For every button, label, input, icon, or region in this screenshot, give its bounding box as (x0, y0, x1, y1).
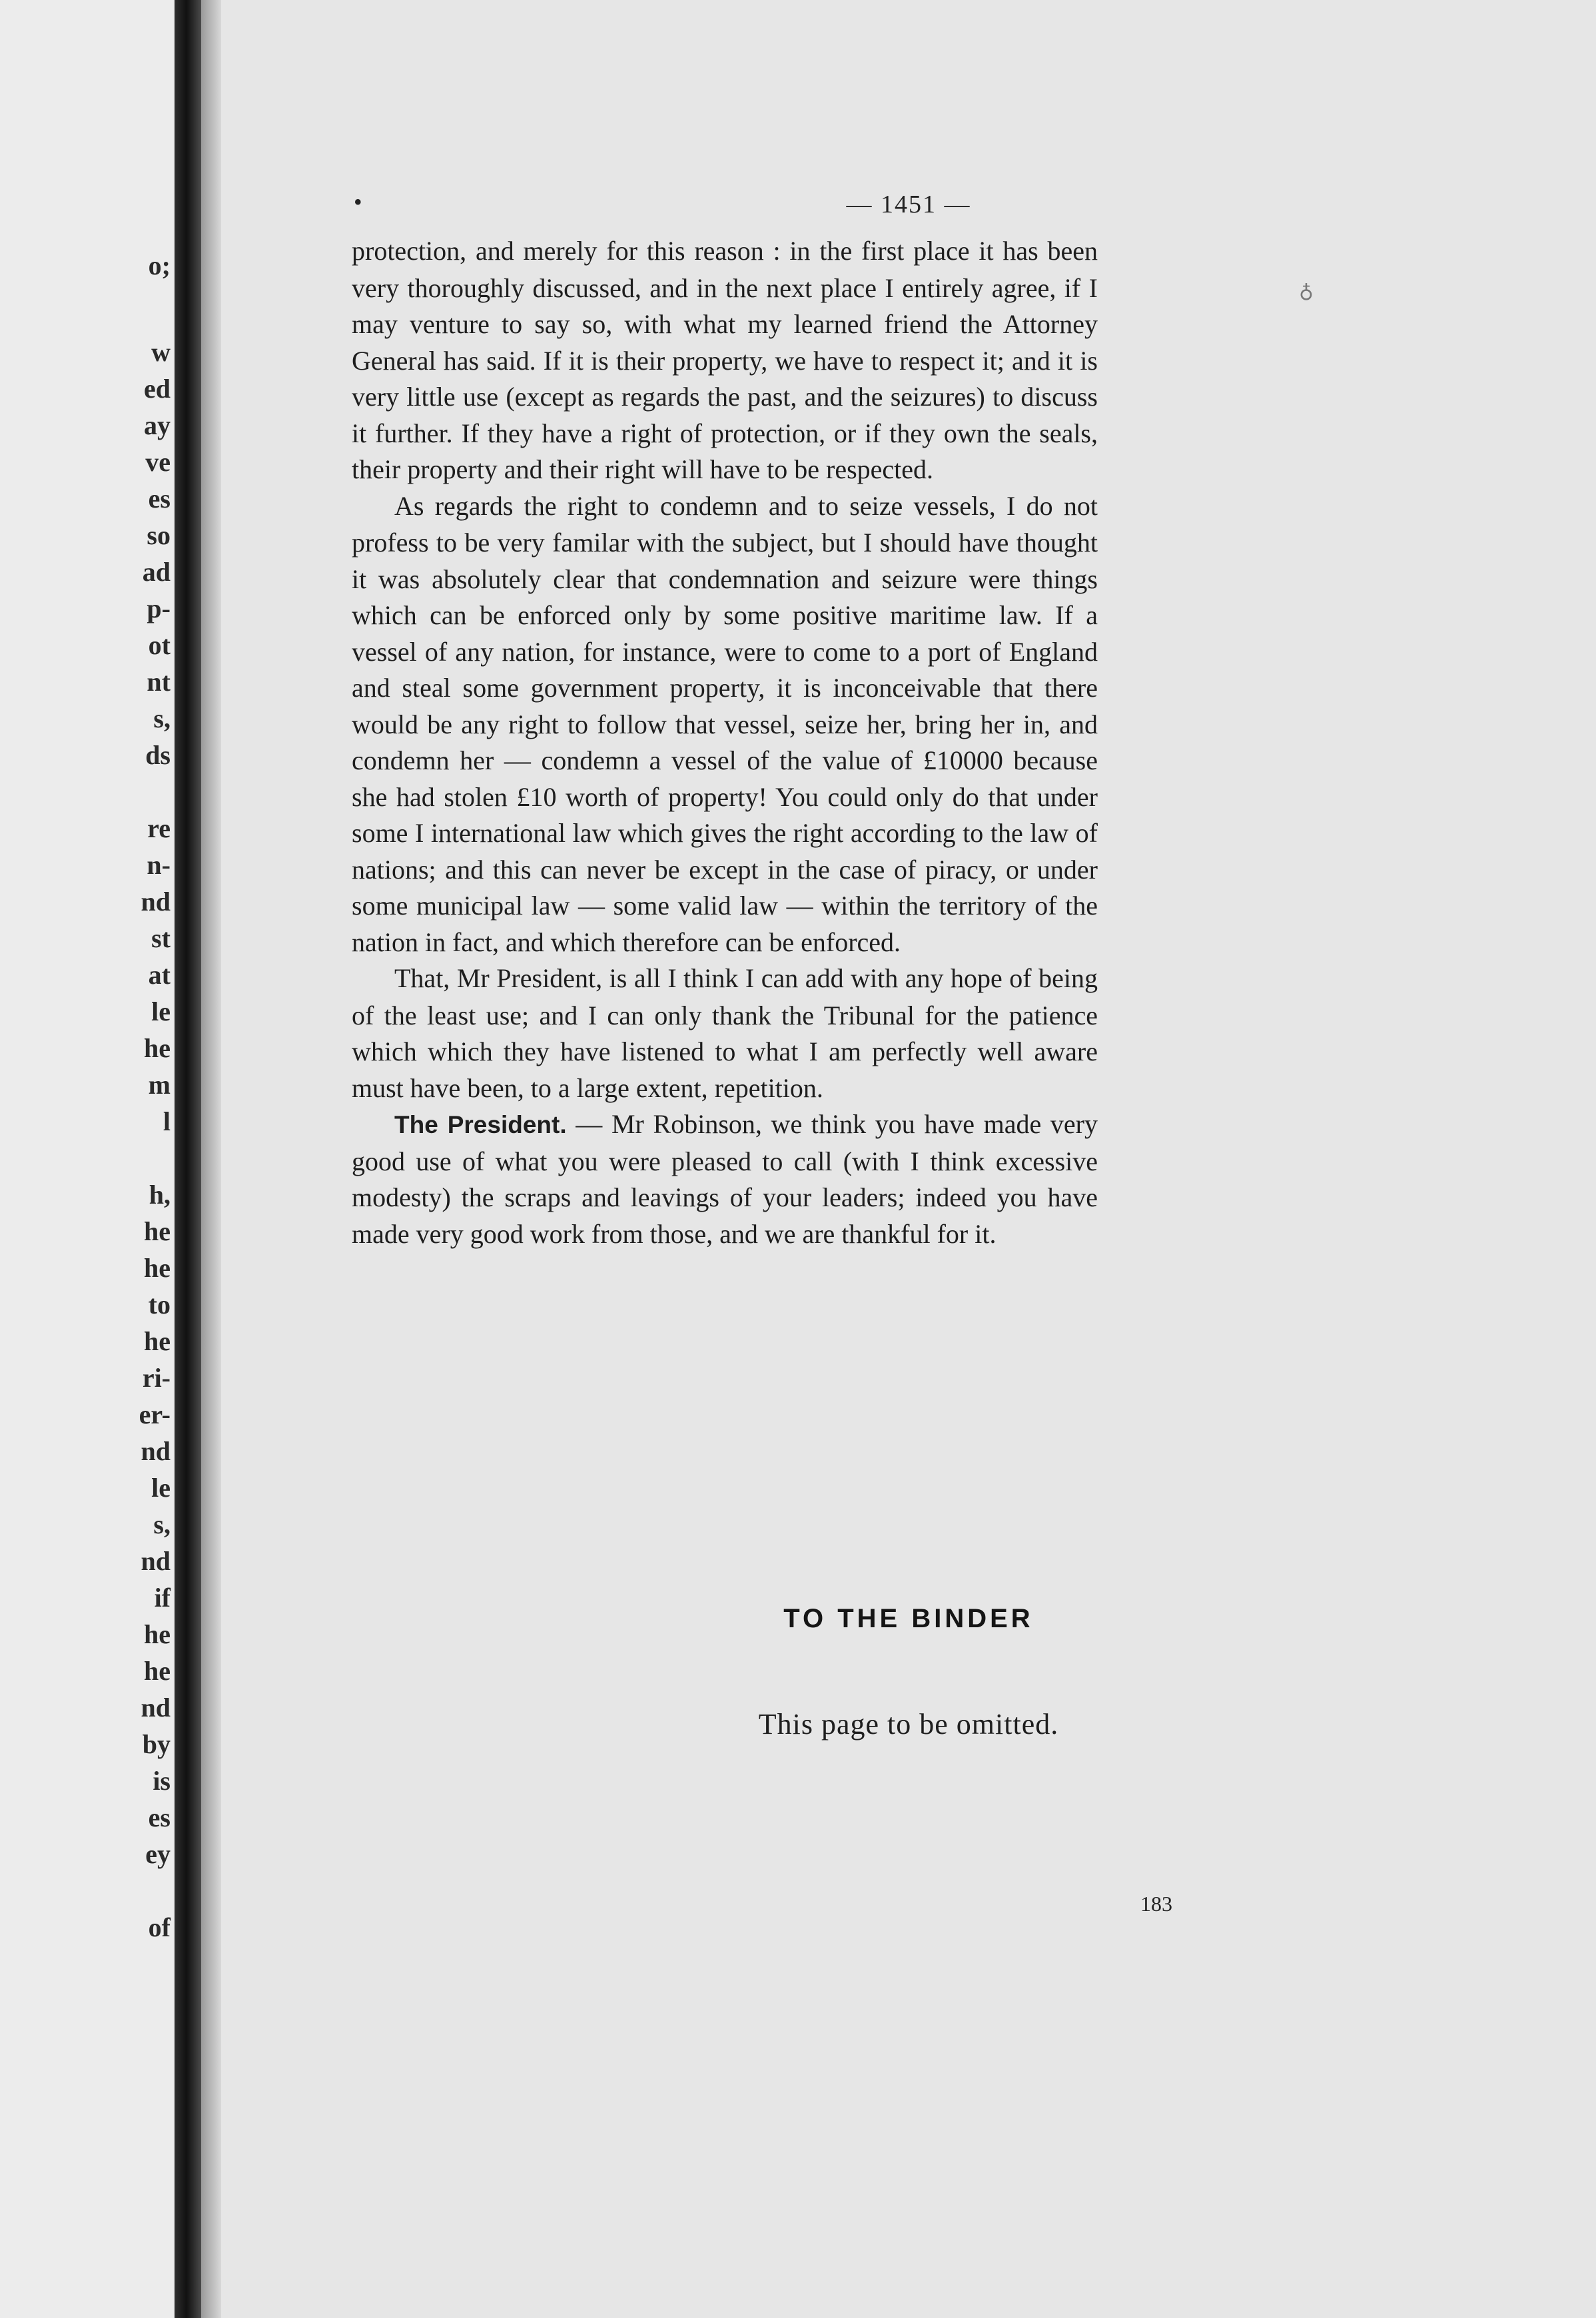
left-page-fragment: nt (147, 667, 171, 697)
page-header: — 1451 — (846, 191, 971, 218)
left-page-fragment: w (151, 337, 171, 367)
left-page-fragment: nd (141, 1436, 171, 1466)
left-page-fragment: he (144, 1033, 171, 1063)
left-page-fragment: s, (153, 703, 171, 733)
paragraph-text: protection, and merely for this reason : in the first place it has been very thoroughly discussed, and in the next place I entirely agree, if I may venture to say so, with what my learned friend the Attorney General has said. If it is their property, we have to respect it; and it is very little use (except as regards the past, and the seizures) to discuss it further. If they have a right of protection, or if they own the seals, their property and their right will have to be respected. (352, 236, 1098, 484)
left-page-fragment: es (148, 484, 171, 514)
binder-heading: TO THE BINDER (783, 1604, 1034, 1633)
left-page-fragment: he (144, 1619, 171, 1649)
left-page-fragment: er- (139, 1399, 171, 1429)
gutter-shadow (201, 0, 221, 2318)
book-gutter (175, 0, 201, 2318)
left-page-edge (0, 0, 175, 2318)
left-page-fragment: n- (147, 850, 171, 880)
left-page-fragment: of (148, 1912, 171, 1942)
paragraph-text: That, Mr President, is all I think I can add with any hope of being of the least use; and I can only thank the Tribunal for the patience which which they have listened to what I am perfectly well aware must have been, to a large extent, repetition. (352, 963, 1098, 1103)
left-page-fragment: he (144, 1253, 171, 1283)
left-page-fragment: nd (141, 1693, 171, 1723)
margin-speck-icon: ♁ (1299, 280, 1314, 302)
left-page-fragment: ds (145, 740, 171, 770)
left-page-fragment: by (142, 1729, 171, 1759)
left-page-fragment: ey (145, 1839, 171, 1869)
paragraph (352, 488, 1098, 961)
left-page-fragment: to (148, 1290, 171, 1320)
left-page-fragment: ve (145, 447, 171, 477)
left-page-fragment: is (153, 1766, 171, 1796)
left-page-fragment: ri- (142, 1363, 171, 1393)
left-page-fragment: le (151, 996, 171, 1026)
left-page-fragment: re (147, 813, 171, 843)
left-page-fragment: m (148, 1070, 171, 1100)
left-page-fragment: o; (148, 250, 171, 280)
left-page-fragment: ad (142, 557, 171, 587)
left-page-fragment: ay (144, 410, 171, 440)
left-page-fragment: ot (148, 630, 171, 660)
left-page-fragment: le (151, 1473, 171, 1503)
left-page-fragment: if (154, 1583, 171, 1613)
right-page (221, 0, 1596, 2318)
paragraph (352, 1106, 1098, 1252)
left-page-fragment: nd (141, 887, 171, 917)
left-page-fragment: es (148, 1802, 171, 1832)
left-page-fragment: h, (149, 1180, 171, 1210)
print-dot: • (354, 189, 362, 215)
left-page-fragment: st (151, 923, 171, 953)
left-page-fragment: nd (141, 1546, 171, 1576)
left-page-fragment: ed (144, 374, 171, 404)
left-page-fragment: he (144, 1326, 171, 1356)
left-page-fragment: so (147, 520, 171, 550)
left-page-fragment: s, (153, 1509, 171, 1539)
left-page-fragment: he (144, 1216, 171, 1246)
left-page-fragment: he (144, 1656, 171, 1686)
left-page-fragment: p- (147, 593, 171, 623)
left-page-fragment: at (148, 960, 171, 990)
paragraph (352, 961, 1098, 1106)
left-page-fragment: l (163, 1106, 171, 1136)
body-text (352, 233, 1098, 1252)
paragraph-text: — Mr Robinson, we think you have made very good use of what you were pleased to call (with I think excessive modesty) the scraps and leavings of your leaders; indeed you have made very good work from those, and we are thankful for it. (352, 1109, 1098, 1249)
paragraph-text: As regards the right to condemn and to seize vessels, I do not profess to be very familar with the subject, but I should have thought it was absolutely clear that condemnation and seizure were things which can be enforced only by some positive maritime law. If a vessel of any nation, for instance, were to come to a port of England and steal some government property, it is inconceivable that there would be any right to follow that vessel, seize her, bring her in, and condemn her — condemn a vessel of the value of £10000 because she had stolen £10 worth of property! You could only do that under some I international law which gives the right according to the law of nations; and this can never be except in the case of piracy, or under some municipal law — some valid law — within the territory of the nation in fact, and which therefore can be enforced. (352, 490, 1098, 957)
paragraph-speaker: The President. (394, 1111, 567, 1138)
paragraph (352, 233, 1098, 488)
binder-note: This page to be omitted. (758, 1708, 1059, 1740)
page-number: 183 (1140, 1892, 1172, 1916)
